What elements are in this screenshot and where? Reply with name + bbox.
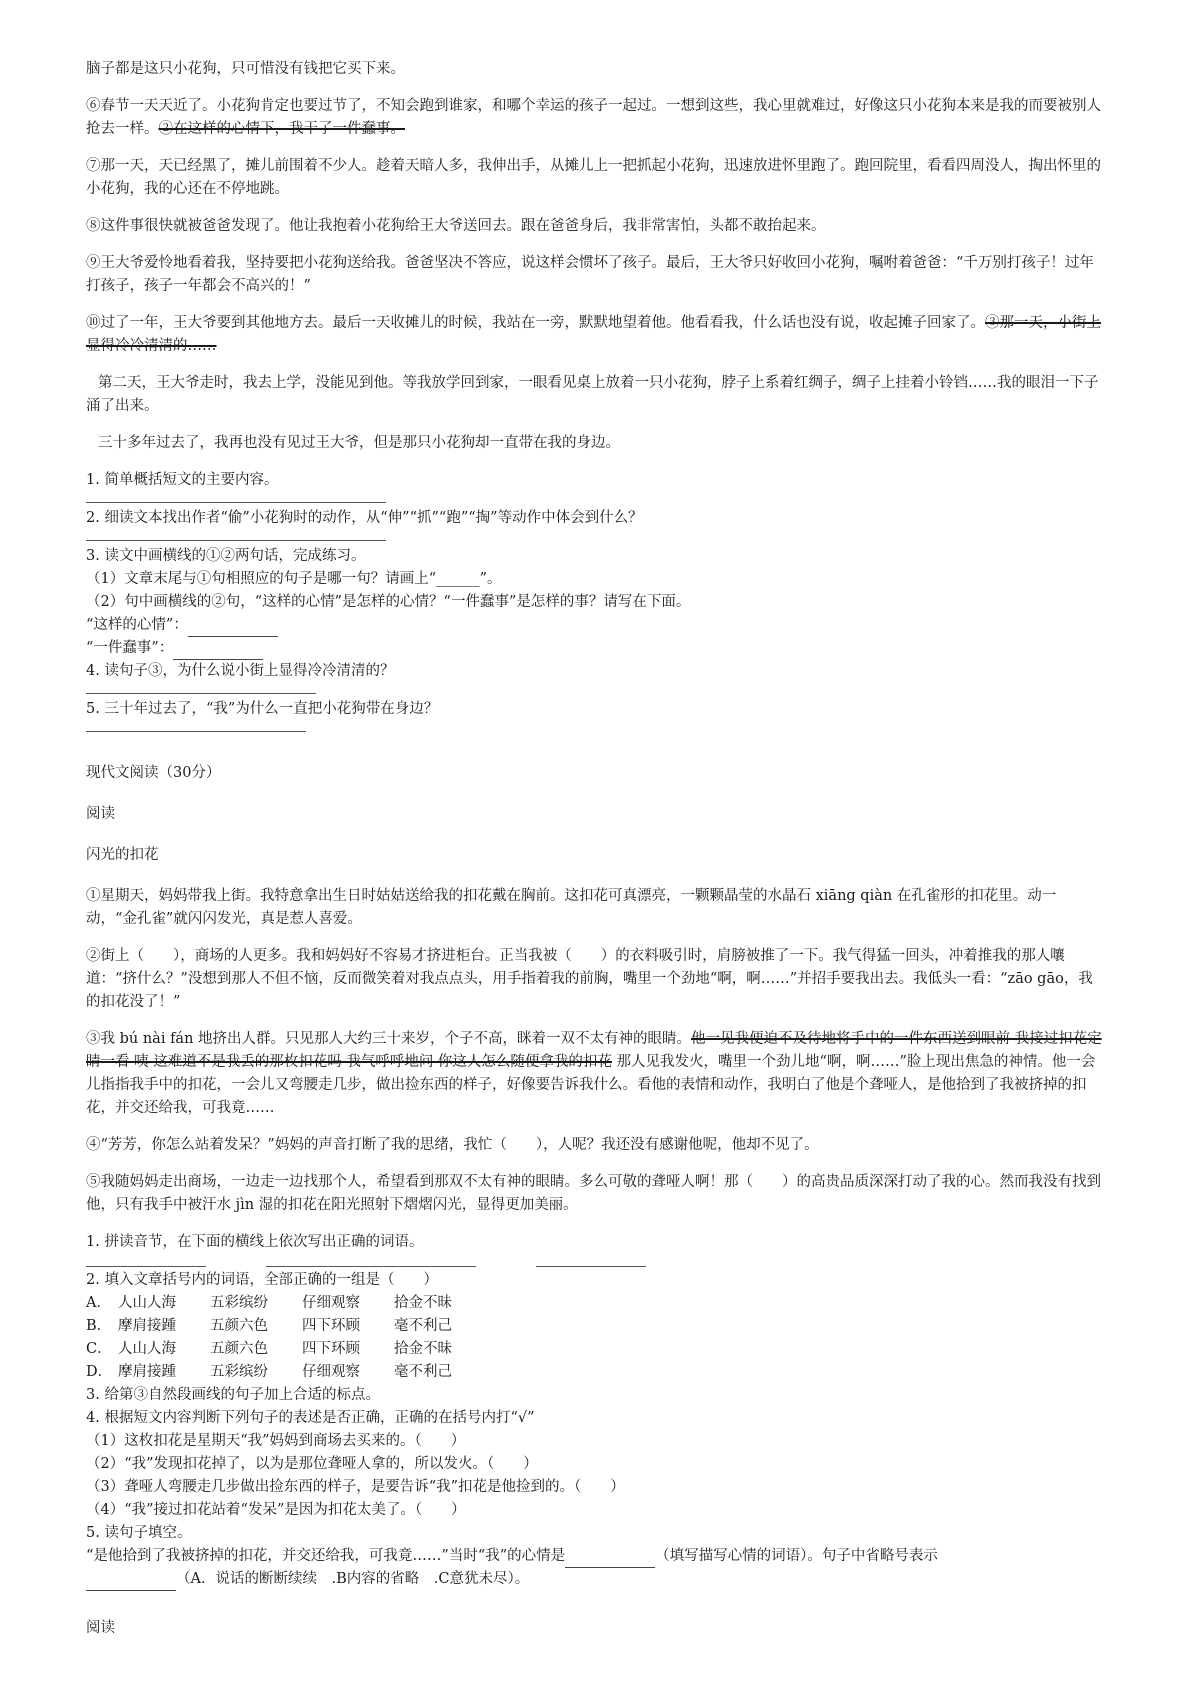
choice-option[interactable] (86, 1338, 1106, 1361)
story2-question-4-2: （2）“我”发现扣花掉了，以为是那位聋哑人拿的，所以发火。（ ） (86, 1456, 538, 1472)
underlined-sentence-2: ②在这样的心情下，我干了一件蠢事。 (158, 121, 405, 137)
pinyin-answer-lines (86, 1254, 1106, 1267)
story1-para-8: ⑧这件事很快就被爸爸发现了。他让我抱着小花狗给王大爷送回去。跟在爸爸身后，我非常害怕，头都不敢抬起来。 (86, 218, 826, 234)
option-word: 仔细观察 (302, 1364, 360, 1380)
read-label: 阅读 (86, 806, 115, 822)
deed-answer-line[interactable] (173, 645, 263, 660)
answer-line[interactable] (86, 530, 386, 541)
story1-question-5: 5. 三十年过去了，“我”为什么一直把小花狗带在身边？ (86, 701, 439, 717)
ellipsis-blank[interactable] (86, 1576, 176, 1591)
story2-question-2: 2. 填入文章括号内的词语，全部正确的一组是（ ） (86, 1272, 438, 1288)
deed-answer-row: “一件蠢事”： (86, 637, 1106, 660)
answer-line[interactable] (86, 683, 316, 694)
choice-option[interactable] (86, 1292, 1106, 1315)
story2-question-5-text: “是他拾到了我被挤掉的扣花，并交还给我，可我竟……”当时“我”的心情是 （填写描写心情的词语）。句子中省略号表示 (86, 1545, 1106, 1568)
story1-para-11: 第二天，王大爷走时，我去上学，没能见到他。等我放学回到家，一眼看见桌上放着一只小花狗，脖子上系着红绸子，绸子上挂着小铃铛……我的眼泪一下子涌了出来。 (86, 375, 1099, 414)
option-word: 五颜六色 (210, 1341, 268, 1357)
answer-line[interactable] (86, 721, 306, 732)
story2-question-5: 5. 读句子填空。 (86, 1525, 192, 1541)
story2-question-4-3: （3）聋哑人弯腰走几步做出捡东西的样子，是要告诉“我”扣花是他捡到的。（ ） (86, 1479, 625, 1495)
article-title: 闪光的扣花 (86, 847, 159, 863)
option-word: 五彩缤纷 (210, 1364, 268, 1380)
story1-intro: 脑子都是这只小花狗，只可惜没有钱把它买下来。 (86, 61, 405, 77)
option-label: A． (86, 1295, 111, 1311)
option-label: D． (86, 1364, 113, 1380)
option-word: 人山人海 (118, 1295, 176, 1311)
option-word: 五彩缤纷 (210, 1295, 268, 1311)
option-word: 四下环顾 (302, 1341, 360, 1357)
option-word: 毫不利己 (394, 1318, 452, 1334)
story1-para-10: ⑩过了一年，王大爷要到其他地方去。最后一天收摊儿的时候，我站在一旁，默默地望着他。他看看我，什么话也没有说，收起摊子回家了。③那一天，小街上显得冷冷清清的…… (86, 315, 1101, 354)
document-page (86, 58, 1106, 1658)
option-word: 摩肩接踵 (118, 1364, 176, 1380)
story1-para-7: ⑦那一天，天已经黑了，摊儿前围着不少人。趁着天暗人多，我伸出手，从摊儿上一把抓起小花狗，迅速放进怀里跑了。跑回院里，看看四周没人，掏出怀里的小花狗，我的心还在不停地跳。 (86, 158, 1101, 197)
underlined-sentence-3: ③那一天，小街上显得冷冷清清的…… (86, 315, 1101, 354)
story2-question-1: 1. 拼读音节，在下面的横线上依次写出正确的词语。 (86, 1234, 424, 1250)
story1-question-2: 2. 细读文本找出作者“偷”小花狗时的动作，从“伸”“抓”“跑”“掏”等动作中体会到什么？ (86, 510, 643, 526)
story2-para-1: ①星期天，妈妈带我上街。我特意拿出生日时姑姑送给我的扣花戴在胸前。这扣花可真漂亮，一颗颗晶莹的水晶石 xiāng qiàn 在孔雀形的扣花里。动一动，“金孔雀”就闪闪发光，真是惹人喜爱。 (86, 888, 1057, 927)
option-word: 人山人海 (118, 1341, 176, 1357)
answer-line[interactable] (266, 1254, 476, 1267)
option-word: 仔细观察 (302, 1295, 360, 1311)
answer-line[interactable] (86, 492, 386, 503)
story2-para-5: ⑤我随妈妈走出商场，一边走一边找那个人，希望看到那双不太有神的眼睛。多么可敬的聋哑人啊！那（ ）的高贵品质深深打动了我的心。然而我没有找到他，只有我手中被汗水 jìn 湿的扣花在阳光照射下熠熠闪光，显得更加美丽。 (86, 1174, 1101, 1213)
story1-question-3: 3. 读文中画横线的①②两句话，完成练习。 (86, 548, 366, 564)
option-label: C． (86, 1341, 112, 1357)
mood-answer-line[interactable] (188, 622, 278, 637)
story1-para-12: 三十多年过去了，我再也没有见过王大爷，但是那只小花狗却一直带在我的身边。 (98, 435, 620, 451)
choice-option[interactable] (86, 1361, 1106, 1384)
story1-question-3-2: （2）句中画横线的②句，“这样的心情”是怎样的心情？“一件蠢事”是怎样的事？请写在下面。 (86, 594, 691, 610)
option-label: B． (86, 1318, 112, 1334)
section-title: 现代文阅读（30分） (86, 765, 221, 781)
mood-answer-row: “这样的心情”： (86, 614, 1106, 637)
option-word: 拾金不昧 (394, 1295, 452, 1311)
story1-para-9: ⑨王大爷爱怜地看着我，坚持要把小花狗送给我。爸爸坚决不答应，说这样会惯坏了孩子。最后，王大爷只好收回小花狗，嘱咐着爸爸：“千万别打孩子！过年打孩子，孩子一年都会不高兴的！” (86, 255, 1094, 294)
answer-line[interactable] (86, 1254, 206, 1267)
story2-para-3: ③我 bú nài fán 地挤出人群。只见那人大约三十来岁，个子不高，眯着一双不太有神的眼睛。他一见我便迫不及待地将手中的一件东西送到眼前 我接过扣花定睛一看 咦 这难道不是我丢的那枚扣花吗 我气呼呼地问 你这人怎么随便拿我的扣花 那人见我发火，嘴里一个劲儿地“啊，啊……”脸上现出焦急的神情。他一会儿指指我手中的扣花，一会儿又弯腰走几步，做出捡东西的样子，好像要告诉我什么。看他的表情和动作，我明白了他是个聋哑人，是他拾到了我被挤掉的扣花，并交还给我，可我竟…… (86, 1031, 1102, 1116)
option-word: 五颜六色 (210, 1318, 268, 1334)
option-word: 摩肩接踵 (118, 1318, 176, 1334)
story2-para-2: ②街上（ ），商场的人更多。我和妈妈好不容易才挤进柜台。正当我被（ ）的衣料吸引时，肩膀被推了一下。我气得猛一回头，冲着推我的那人嚷道：“挤什么？”没想到那人不但不恼，反而微笑着对我点点头，用手指着我的前胸，嘴里一个劲地“啊，啊……”并招手要我出去。我低头一看：“zāo gāo，我的扣花没了！” (86, 948, 1093, 1010)
story1-question-3-1: （1）文章末尾与①句相照应的句子是哪一句？请画上“______”。 (86, 571, 502, 587)
story2-question-3: 3. 给第③自然段画线的句子加上合适的标点。 (86, 1387, 380, 1403)
answer-line[interactable] (536, 1254, 646, 1267)
story2-question-5-options: （A．说话的断断续续 .B内容的省略 .C意犹未尽）。 (86, 1568, 1106, 1591)
story1-question-4: 4. 读句子③，为什么说小街上显得冷冷清清的？ (86, 663, 395, 679)
story1-question-1: 1. 简单概括短文的主要内容。 (86, 472, 279, 488)
option-word: 四下环顾 (302, 1318, 360, 1334)
option-word: 毫不利己 (394, 1364, 452, 1380)
choice-option[interactable] (86, 1315, 1106, 1338)
story2-question-4: 4. 根据短文内容判断下列句子的表述是否正确，正确的在括号内打“√” (86, 1410, 535, 1426)
story2-question-4-1: （1）这枚扣花是星期天“我”妈妈到商场去买来的。（ ） (86, 1433, 466, 1449)
underlined-passage: 他一见我便迫不及待地将手中的一件东西送到眼前 我接过扣花定睛一看 咦 这难道不是我丢的那枚扣花吗 我气呼呼地问 你这人怎么随便拿我的扣花 (86, 1031, 1102, 1070)
option-word: 拾金不昧 (394, 1341, 452, 1357)
story2-question-4-4: （4）“我”接过扣花站着“发呆”是因为扣花太美了。（ ） (86, 1502, 466, 1518)
story2-para-4: ④“芳芳，你怎么站着发呆？”妈妈的声音打断了我的思绪，我忙（ ），人呢？我还没有感谢他呢，他却不见了。 (86, 1137, 819, 1153)
story1-para-6: ⑥春节一天天近了。小花狗肯定也要过节了，不知会跑到谁家，和哪个幸运的孩子一起过。一想到这些，我心里就难过，好像这只小花狗本来是我的而要被别人抢去一样。②在这样的心情下，我干了一件蠢事。 (86, 98, 1101, 137)
choice-options (86, 1292, 1106, 1384)
final-read-label: 阅读 (86, 1620, 115, 1636)
mood-blank[interactable] (565, 1553, 655, 1568)
